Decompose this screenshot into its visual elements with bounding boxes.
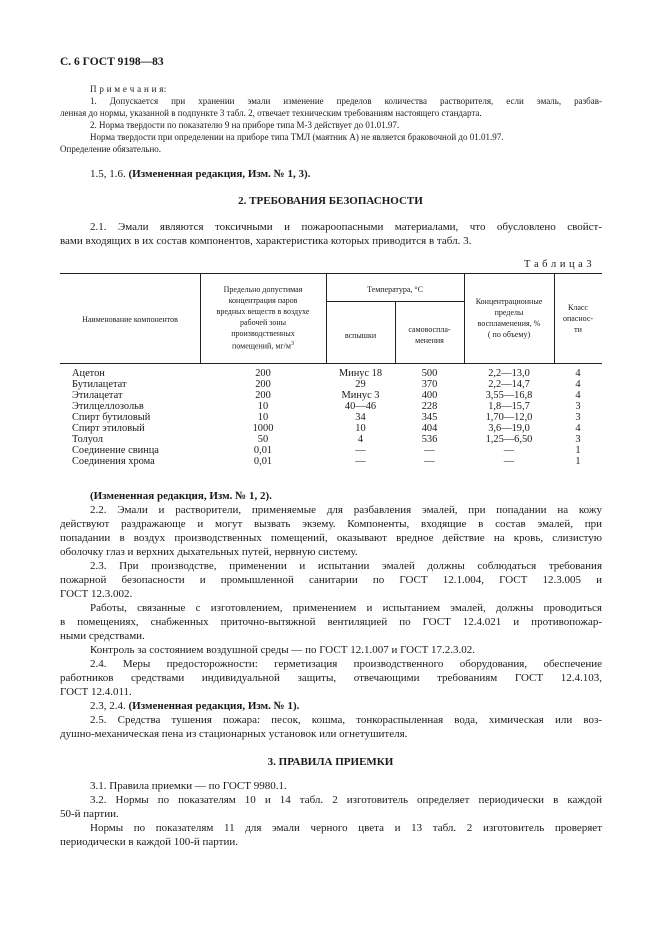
revision-note-2: (Измененная редакция, Изм. № 1, 2). xyxy=(90,490,272,502)
table-top-rule xyxy=(60,273,602,274)
header-class-line: Класс xyxy=(568,303,588,312)
cell-name: Спирт этиловый xyxy=(72,423,145,434)
cell-pdk: 200 xyxy=(255,390,271,401)
revision-text: (Измененная редакция, Изм. № 1). xyxy=(128,700,300,712)
header-konc-line: воспламенения, % xyxy=(477,319,541,328)
cell-self: 370 xyxy=(421,379,438,390)
header-pdk-unit: помещений, мг/м xyxy=(232,341,291,351)
para-2-3-line-2: пожарной безопасности и промышленной санитарии по ГОСТ 12.1.004, ГОСТ 12.3.005 и xyxy=(60,574,602,586)
table-row xyxy=(60,434,602,445)
cell-name: Этилацетат xyxy=(72,390,123,401)
para-work-line-1: Работы, связанные с изготовлением, применением и испытанием эмалей, должны проводиться xyxy=(90,602,602,614)
revision-prefix: 1.5, 1.6. xyxy=(90,168,126,180)
revision-note-1 xyxy=(90,168,310,180)
note-1-line-2: ленная до нормы, указанной в подпункте 3 табл. 2, отвечает техническим требованиям настоящего стандарта. xyxy=(60,108,482,118)
cell-name: Бутилацетат xyxy=(72,379,127,390)
para-3-2-line-2: 50-й партии. xyxy=(60,808,119,820)
cell-konc: 2,2—14,7 xyxy=(488,379,530,390)
cell-konc: 1,25—6,50 xyxy=(485,434,533,445)
header-pdk-line: вредных веществ в воздухе xyxy=(216,307,310,316)
cell-konc: 1,8—15,7 xyxy=(488,401,530,412)
cell-flash: 10 xyxy=(355,423,366,434)
para-2-4-line-3: ГОСТ 12.4.011. xyxy=(60,686,132,698)
para-work-line-2: в помещениях, снабженных приточно-вытяжной вентиляцией по ГОСТ 12.4.021 и противопожар- xyxy=(60,616,602,628)
cell-name: Толуол xyxy=(72,434,103,445)
cell-pdk: 10 xyxy=(257,412,269,423)
cell-pdk: 200 xyxy=(255,379,271,390)
header-pdk-line: Предельно допустимая xyxy=(223,285,303,294)
cell-class: 3 xyxy=(575,401,581,412)
header-pdk-line: производственных xyxy=(231,329,295,338)
cell-flash: — xyxy=(355,456,366,467)
cell-self: 500 xyxy=(421,368,438,379)
revision-prefix: 2.3, 2.4. xyxy=(90,700,126,712)
header-concentration xyxy=(464,296,554,340)
cell-konc: — xyxy=(503,445,515,456)
cell-class: 4 xyxy=(575,423,581,434)
cell-class: 4 xyxy=(575,368,581,379)
cell-flash: 4 xyxy=(357,434,364,445)
header-pdk-line: концентрация паров xyxy=(228,296,298,305)
cell-pdk: 50 xyxy=(257,434,269,445)
para-2-2-line-1: 2.2. Эмали и растворители, применяемые для разбавления эмалей, при попадании на кожу xyxy=(90,504,602,516)
cell-flash: 34 xyxy=(355,412,366,423)
header-pdk-line xyxy=(200,339,326,352)
cell-pdk: 0,01 xyxy=(253,456,273,467)
cell-self: 400 xyxy=(421,390,438,401)
cell-name: Этилцеллозольв xyxy=(72,401,144,412)
cell-flash: 40—46 xyxy=(344,401,377,412)
cell-self: 228 xyxy=(421,401,438,412)
cell-name: Соединение свинца xyxy=(72,445,159,456)
cell-self: 404 xyxy=(421,423,438,434)
header-pdk xyxy=(200,284,326,352)
cell-name: Спирт бутиловый xyxy=(72,412,151,423)
header-class-line: ти xyxy=(574,325,582,334)
cell-konc: — xyxy=(503,456,515,467)
header-self-line: самовоспла- xyxy=(408,325,451,334)
cell-flash: Минус 3 xyxy=(341,390,380,401)
cell-flash: — xyxy=(355,445,366,456)
cell-self: 345 xyxy=(421,412,438,423)
para-2-1-line-2: вами входящих в их состав компонентов, характеристика которых приводится в табл. 3. xyxy=(60,235,472,247)
para-3-3-line-2: периодически в каждой 100-й партии. xyxy=(60,836,238,848)
header-pdk-line: рабочей зоны xyxy=(239,318,287,327)
table-row xyxy=(60,445,602,456)
cell-self: — xyxy=(424,445,435,456)
cell-class: 4 xyxy=(575,390,581,401)
para-2-2-line-3: попадании в воздух производственных помещений, оказывают вредное действие на кровь, слизистую xyxy=(60,532,602,544)
cell-class: 1 xyxy=(575,445,581,456)
cell-pdk: 1000 xyxy=(252,423,274,434)
header-konc-line: ( по объему) xyxy=(487,330,531,339)
table-row xyxy=(60,401,602,412)
revision-text: (Измененная редакция, Изм. № 1, 3). xyxy=(128,168,311,180)
cell-class: 3 xyxy=(575,434,581,445)
cell-pdk: 200 xyxy=(255,368,271,379)
cell-konc: 3,55—16,8 xyxy=(485,390,533,401)
para-2-3-line-1: 2.3. При производстве, применении и испытании эмалей должны соблюдаться требования xyxy=(90,560,602,572)
header-konc-line: пределы xyxy=(494,308,524,317)
para-2-2-line-4: оболочку глаз и верхних дыхательных путей, нервную систему. xyxy=(60,546,358,558)
para-2-4-line-2: работников средствами индивидуальной защиты, отвечающими требованиям ГОСТ 12.4.103, xyxy=(60,672,602,684)
header-hazard-class xyxy=(554,302,602,335)
table-row xyxy=(60,368,602,379)
cell-flash: Минус 18 xyxy=(338,368,383,379)
para-2-5-line-1: 2.5. Средства тушения пожара: песок, кошма, тонкораспыленная вода, химическая или воз- xyxy=(90,714,602,726)
header-temperature: Температура, °С xyxy=(367,285,423,294)
header-pdk-sup: 3 xyxy=(290,341,294,347)
cell-konc: 3,6—19,0 xyxy=(488,423,530,434)
cell-class: 4 xyxy=(575,379,581,390)
cell-self: — xyxy=(424,456,435,467)
para-work-line-3: ными средствами. xyxy=(60,630,145,642)
para-2-3-line-3: ГОСТ 12.3.002. xyxy=(60,588,133,600)
cell-pdk: 10 xyxy=(257,401,269,412)
table-caption: Т а б л и ц а 3 xyxy=(524,259,593,270)
cell-self: 536 xyxy=(421,434,438,445)
cell-name: Соединения хрома xyxy=(72,456,155,467)
note-3-line-1: Норма твердости при определении на приборе типа ТМЛ (маятник А) не является браковочной до 01.01.97. xyxy=(90,132,504,142)
notes-heading: П р и м е ч а н и я: xyxy=(90,84,167,94)
cell-pdk: 0,01 xyxy=(253,445,273,456)
para-3-3-line-1: Нормы по показателям 11 для эмали черного цвета и 13 табл. 2 изготовитель проверяет xyxy=(90,822,602,834)
cell-class: 3 xyxy=(575,412,581,423)
table-header-rule xyxy=(60,363,602,364)
cell-konc: 1,70—12,0 xyxy=(485,412,533,423)
note-2: 2. Норма твердости по показателю 9 на приборе типа М-3 действует до 01.01.97. xyxy=(90,120,400,130)
section-2-title: 2. ТРЕБОВАНИЯ БЕЗОПАСНОСТИ xyxy=(238,195,423,207)
para-3-1: 3.1. Правила приемки — по ГОСТ 9980.1. xyxy=(90,780,287,792)
table-row xyxy=(60,423,602,434)
temp-subheader-rule xyxy=(326,301,464,302)
cell-konc: 2,2—13,0 xyxy=(488,368,530,379)
cell-flash: 29 xyxy=(355,379,366,390)
table-row xyxy=(60,456,602,467)
table-row xyxy=(60,412,602,423)
header-konc-line: Концентрационные xyxy=(475,297,543,306)
note-3-line-2: Определение обязательно. xyxy=(60,144,162,154)
header-flash: вспышки xyxy=(344,331,377,340)
table-row xyxy=(60,390,602,401)
page-header: С. 6 ГОСТ 9198—83 xyxy=(60,56,164,68)
revision-note-3 xyxy=(90,700,299,712)
header-class-line: опаснос- xyxy=(562,314,594,323)
para-control: Контроль за состоянием воздушной среды — по ГОСТ 12.1.007 и ГОСТ 17.2.3.02. xyxy=(90,644,476,656)
para-2-5-line-2: душно-механическая пена из стационарных установок или огнетушителя. xyxy=(60,728,408,740)
para-2-2-line-2: действуют раздражающе и могут вызвать экзему. Компоненты, входящие в состав эмалей, при xyxy=(60,518,602,530)
header-self-ignition xyxy=(395,324,464,346)
header-self-line: менения xyxy=(415,336,444,345)
table-row xyxy=(60,379,602,390)
cell-name: Ацетон xyxy=(72,368,105,379)
cell-class: 1 xyxy=(575,456,581,467)
para-2-4-line-1: 2.4. Меры предосторожности: герметизация производственного оборудования, обеспечение xyxy=(90,658,602,670)
para-3-2-line-1: 3.2. Нормы по показателям 10 и 14 табл. 2 изготовитель определяет периодически в каждой xyxy=(90,794,602,806)
header-name: Наименование компонентов xyxy=(82,315,178,324)
note-1-line-1: 1. Допускается при хранении эмали изменение пределов количества растворителя, если эмаль, разбав- xyxy=(90,96,602,106)
section-3-title: 3. ПРАВИЛА ПРИЕМКИ xyxy=(267,756,394,768)
para-2-1-line-1: 2.1. Эмали являются токсичными и пожароопасными материалами, что обусловлено свойст- xyxy=(90,221,602,233)
